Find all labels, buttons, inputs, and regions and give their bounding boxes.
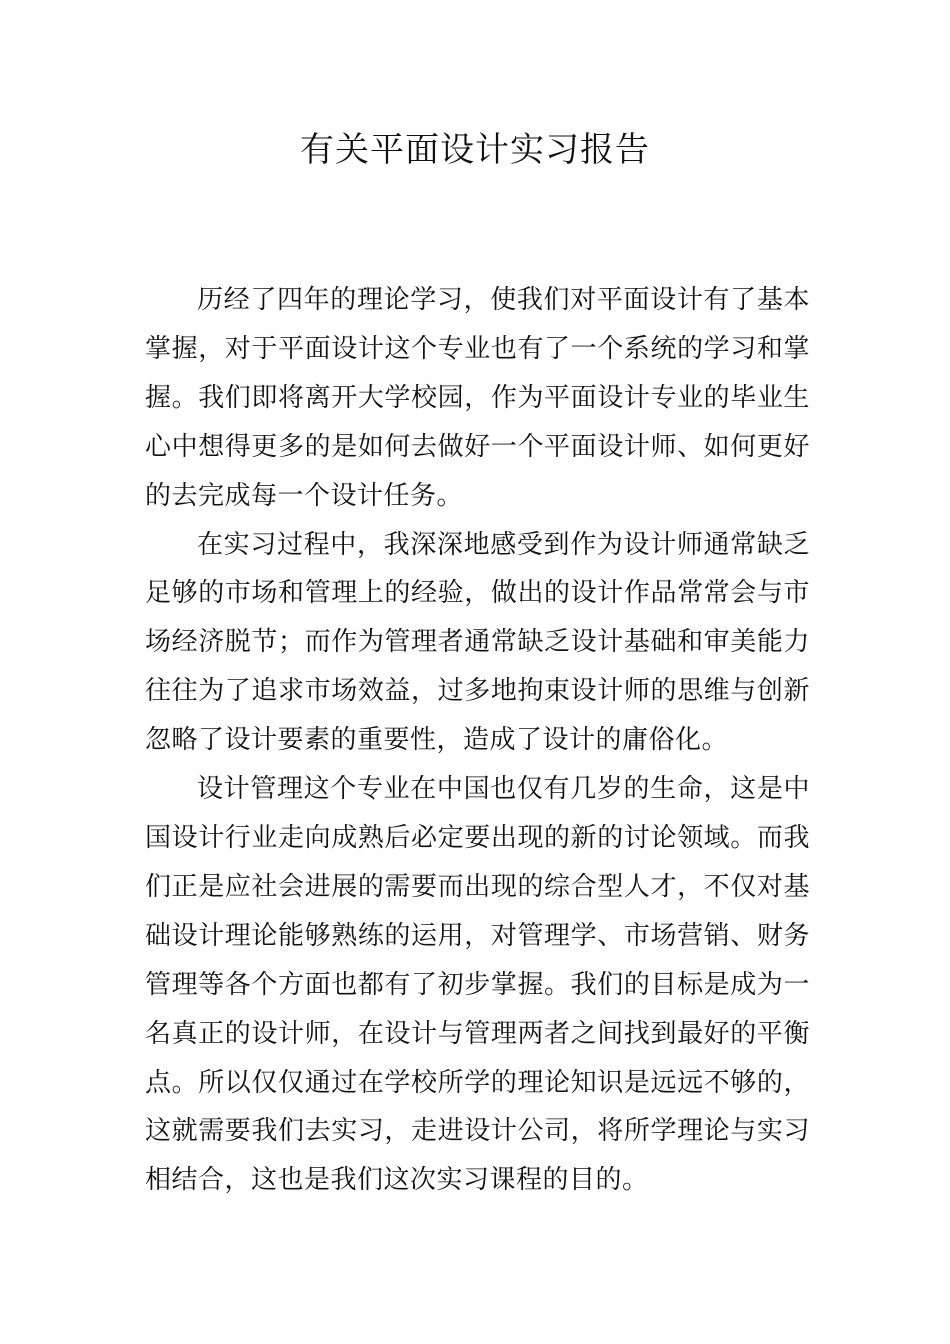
paragraph-2: 在实习过程中，我深深地感受到作为设计师通常缺乏足够的市场和管理上的经验，做出的设计作品常常会与市场经济脱节；而作为管理者通常缺乏设计基础和审美能力往往为了追求市场效益，过多地拘束设计师的思维与创新忽略了设计要素的重要性，造成了设计的庸俗化。 (145, 529, 810, 756)
document-body (145, 276, 810, 1205)
paragraph-1: 历经了四年的理论学习，使我们对平面设计有了基本掌握，对于平面设计这个专业也有了一个系统的学习和掌握。我们即将离开大学校园，作为平面设计专业的毕业生心中想得更多的是如何去做好一个平面设计师、如何更好的去完成每一个设计任务。 (145, 285, 810, 511)
document-title: 有关平面设计实习报告 (300, 130, 650, 170)
paragraph-3: 设计管理这个专业在中国也仅有几岁的生命，这是中国设计行业走向成熟后必定要出现的新的讨论领域。而我们正是应社会进展的需要而出现的综合型人才，不仅对基础设计理论能够熟练的运用，对管理学、市场营销、财务管理等各个方面也都有了初步掌握。我们的目标是成为一名真正的设计师，在设计与管理两者之间找到最好的平衡点。所以仅仅通过在学校所学的理论知识是远远不够的，这就需要我们去实习，走进设计公司，将所学理论与实习相结合，这也是我们这次实习课程的目的。 (145, 774, 810, 1196)
